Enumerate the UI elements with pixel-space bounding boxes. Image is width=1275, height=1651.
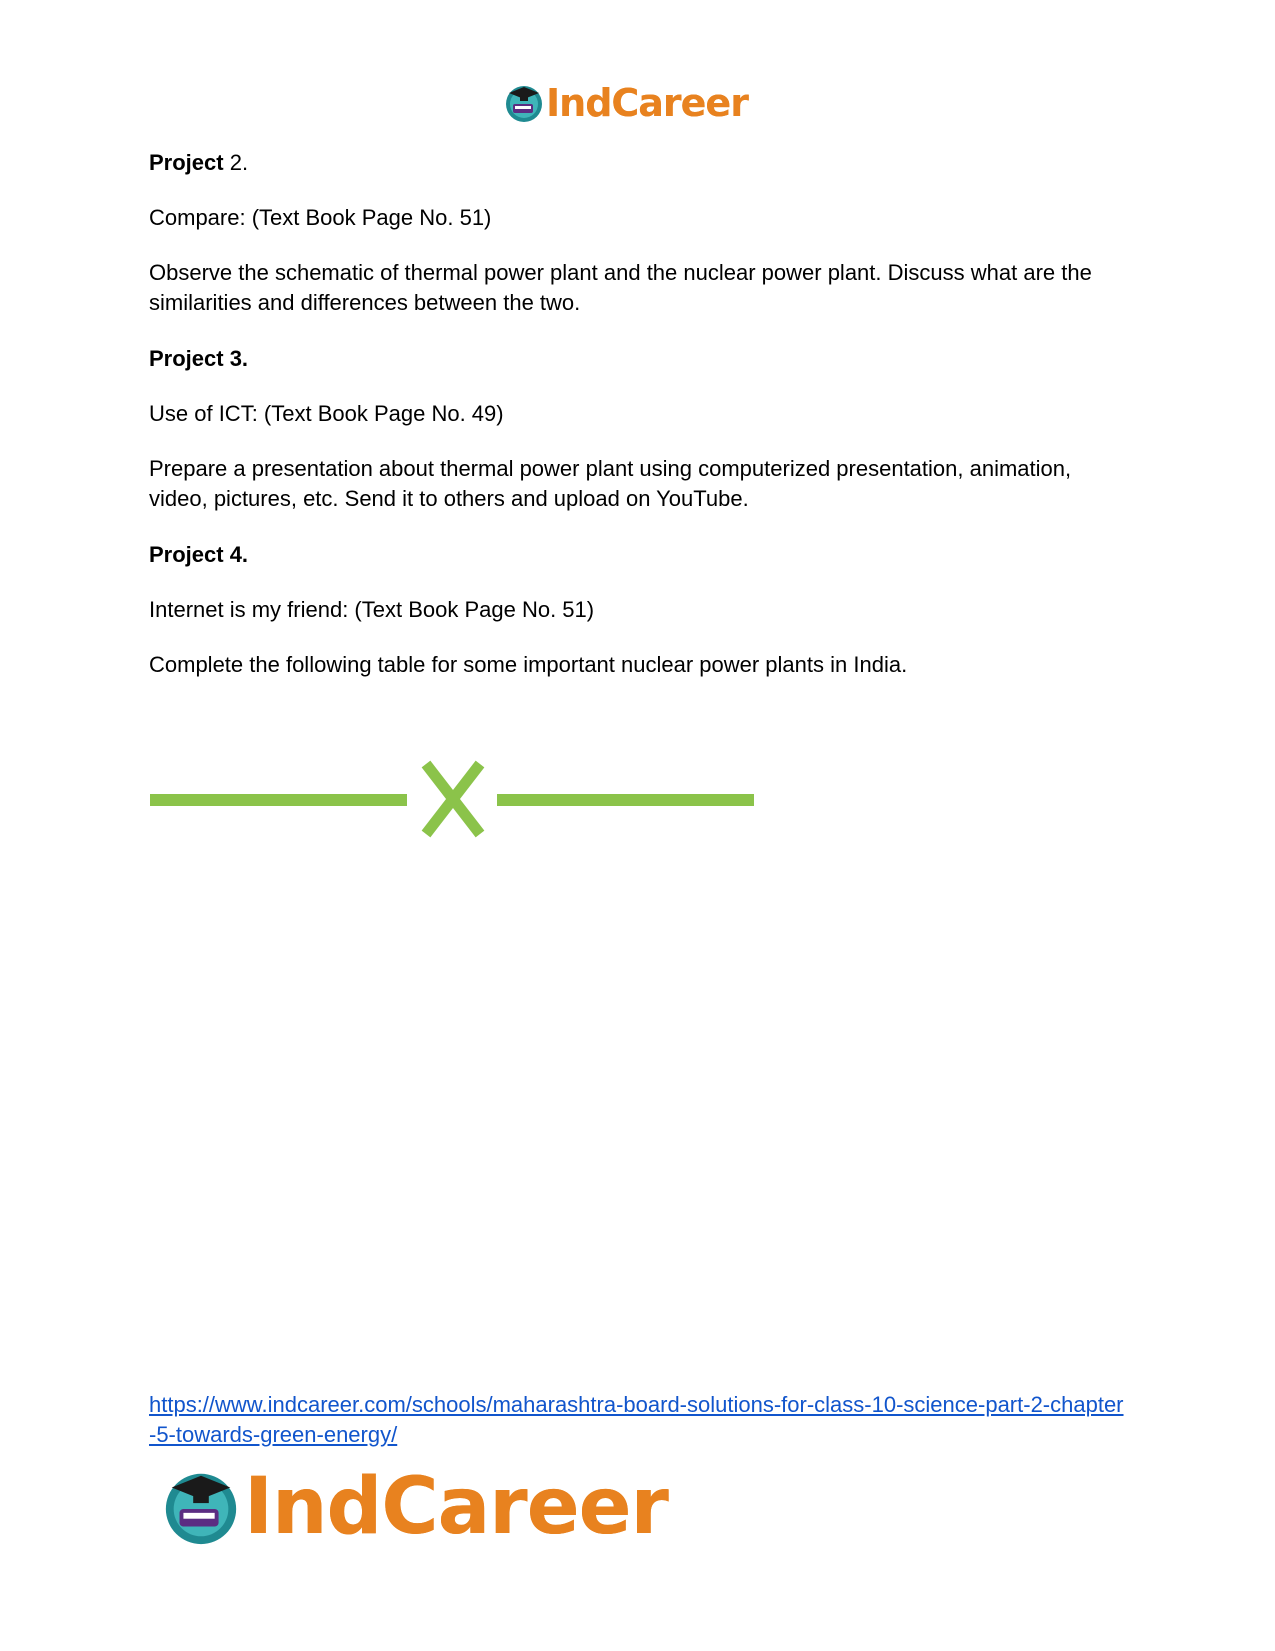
project-2-heading-bold: Project — [149, 150, 224, 175]
header-logo — [503, 80, 748, 126]
project-4-body: Complete the following table for some important nuclear power plants in India. — [149, 652, 908, 677]
project-2-body: Observe the schematic of thermal power plant and the nuclear power plant. Discuss what are the similarities and differences between the two. — [149, 260, 1092, 315]
x-divider-icon — [150, 758, 755, 838]
project-2-heading — [149, 148, 1129, 178]
project-2-heading-rest: 2. — [223, 150, 249, 175]
project-3-body: Prepare a presentation about thermal power plant using computerized presentation, animation, video, pictures, etc. Send it to others and upload on YouTube. — [149, 456, 1072, 511]
graduation-book-globe-icon — [503, 82, 545, 124]
project-2-reference: Compare: (Text Book Page No. 51) — [149, 205, 492, 230]
project-3-heading: Project 3. — [149, 346, 249, 371]
logo-text: IndCareer — [546, 81, 748, 125]
project-4-reference: Internet is my friend: (Text Book Page No. 51) — [149, 597, 595, 622]
project-4-heading: Project 4. — [149, 542, 249, 567]
logo-text: IndCareer — [244, 1462, 668, 1552]
footer-logo — [160, 1462, 668, 1552]
project-3-reference: Use of ICT: (Text Book Page No. 49) — [149, 401, 504, 426]
source-url-link[interactable]: https://www.indcareer.com/schools/maharashtra-board-solutions-for-class-10-science-part-2-chapter-5-towards-green-energy/ — [149, 1392, 1124, 1447]
graduation-book-globe-icon — [160, 1466, 242, 1548]
